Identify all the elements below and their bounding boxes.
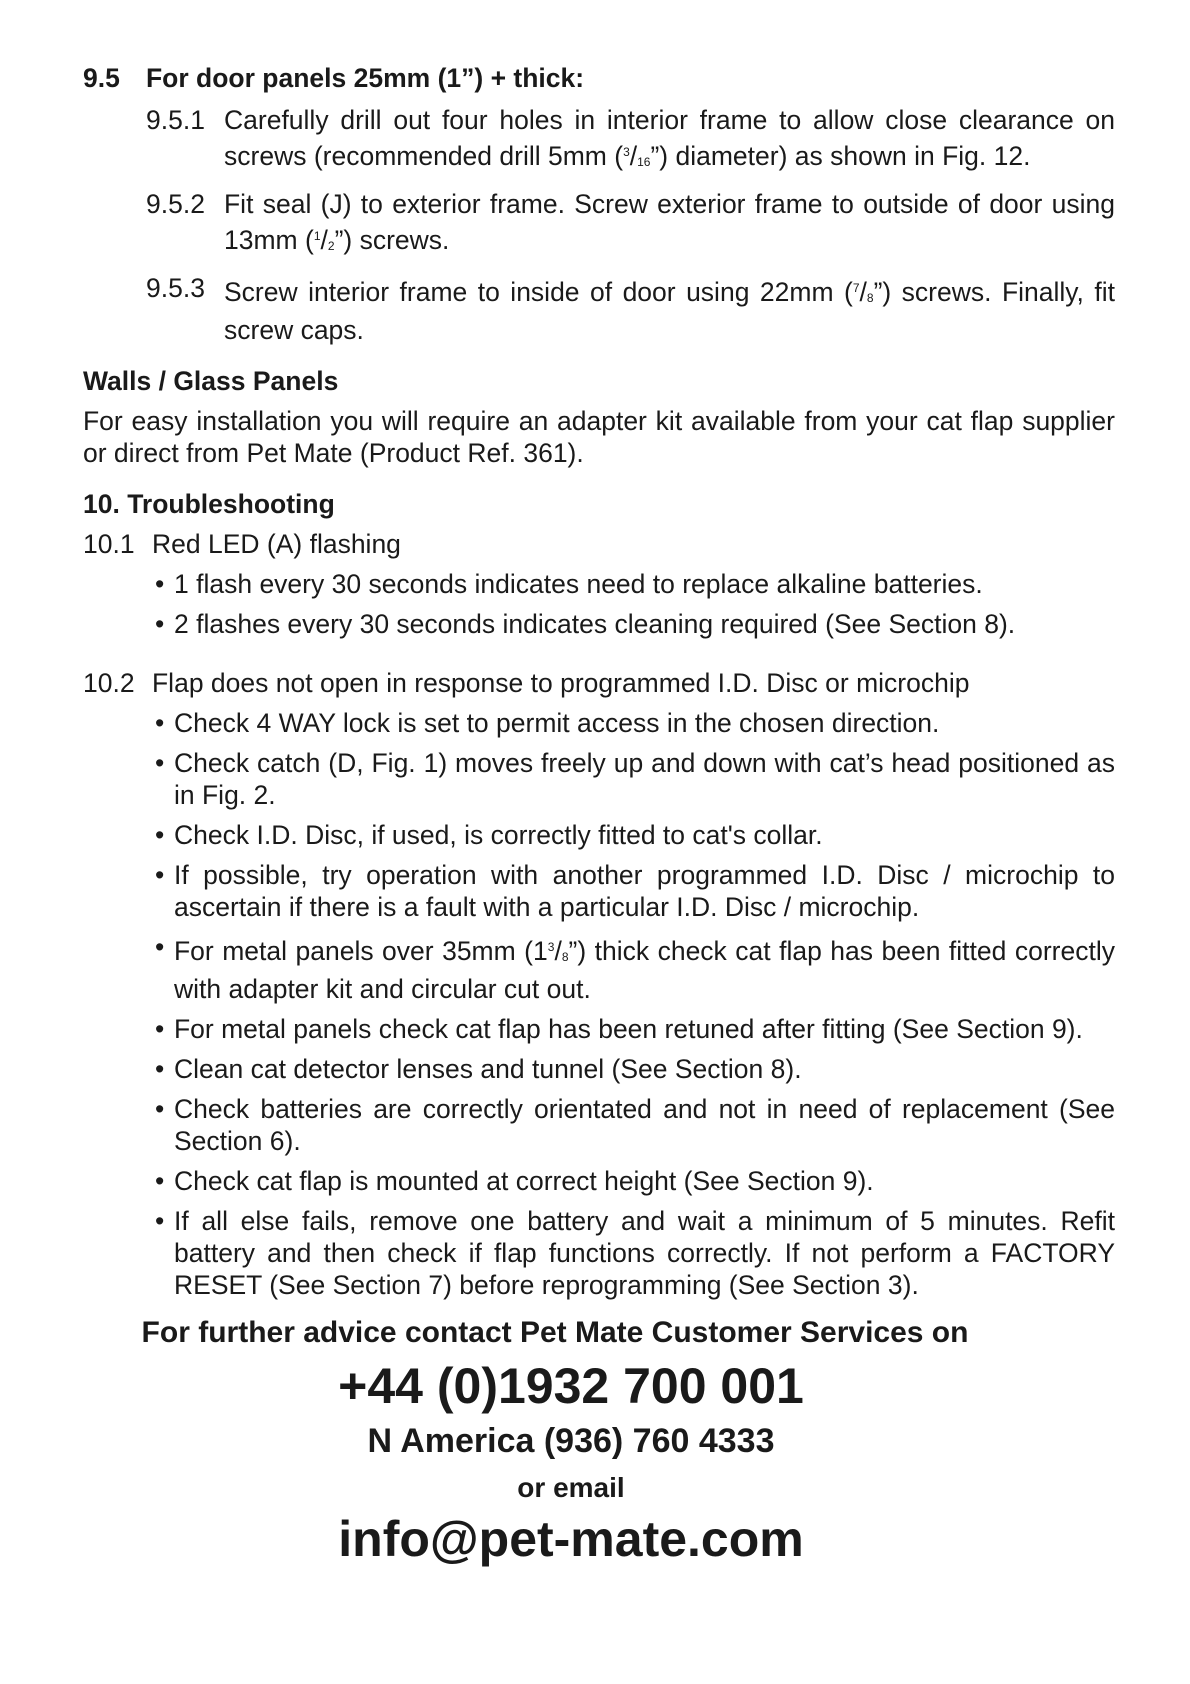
step-9-5-2 — [146, 188, 1115, 262]
item-10-1 — [83, 528, 1115, 560]
bullet-icon: • — [155, 707, 165, 738]
fraction-numerator: 3 — [623, 145, 630, 159]
section-9-5-heading — [83, 62, 1115, 94]
fraction-slash: / — [629, 141, 638, 171]
item-title: Red LED (A) flashing — [152, 529, 401, 559]
bullet-icon: • — [155, 1013, 165, 1044]
bullet-list-10-1 — [152, 568, 1115, 640]
list-item: • Check batteries are correctly orientated and not in need of replacement (See Section 6). — [152, 1093, 1115, 1157]
bullet-icon: • — [155, 1053, 165, 1084]
troubleshooting-heading: 10. Troubleshooting — [83, 489, 335, 519]
step-number: 9.5.3 — [146, 273, 205, 303]
step-number: 9.5.1 — [146, 105, 205, 135]
item-title: Flap does not open in response to programmed I.D. Disc or microchip — [152, 667, 970, 698]
fraction-numerator: 7 — [852, 281, 860, 295]
fraction-numerator: 3 — [547, 939, 555, 954]
step-text: Fit seal (J) to exterior frame. Screw exterior frame to outside of door using 13mm ($^1$/2”) screws. — [224, 189, 1115, 255]
contact-phone-uk: +44 (0)1932 700 001 — [338, 1358, 804, 1414]
fraction-denominator: 8 — [561, 949, 569, 964]
bullet-icon: • — [155, 609, 165, 639]
step-text: Carefully drill out four holes in interior frame to allow close clearance on screws (recommended drill 5mm ($^3$/16”) diameter) as shown in Fig. 12. — [224, 105, 1115, 171]
fraction-slash: / — [859, 277, 867, 307]
fraction-denominator: 16 — [637, 155, 651, 169]
list-item: • 1 flash every 30 seconds indicates need to replace alkaline batteries. — [152, 568, 1115, 600]
fraction-denominator: 8 — [866, 291, 874, 305]
list-item: • If all else fails, remove one battery and wait a minimum of 5 minutes. Refit battery and then check if flap functions correctly. If not perform a FACTORY RESET (See Section 7) before reprogramming (See Section 3). — [152, 1205, 1115, 1301]
bullet-icon: • — [155, 569, 165, 599]
bullet-icon: • — [155, 819, 165, 850]
step-number: 9.5.2 — [146, 189, 205, 219]
list-item: • Check cat flap is mounted at correct height (See Section 9). — [152, 1165, 1115, 1197]
item-10-2 — [83, 667, 1115, 699]
list-item: • Clean cat detector lenses and tunnel (See Section 8). — [152, 1053, 1115, 1085]
list-item: • For metal panels over 35mm $(1^3/8”)$ thick check cat flap has been fitted correctly with adapter kit and circular cut out. — [152, 931, 1115, 1005]
list-item: • 2 flashes every 30 seconds indicates cleaning required (See Section 8). — [152, 608, 1115, 640]
walls-heading: Walls / Glass Panels — [83, 366, 339, 396]
bullet-icon: • — [155, 1205, 165, 1236]
bullet-icon: • — [155, 747, 165, 778]
step-9-5-1 — [146, 104, 1115, 178]
fraction-denominator: 2 — [327, 239, 335, 253]
bullet-icon: • — [155, 859, 165, 890]
step-9-5-3 — [146, 272, 1115, 346]
list-item: • For metal panels check cat flap has been retuned after fitting (See Section 9). — [152, 1013, 1115, 1045]
contact-email: info@pet-mate.com — [338, 1511, 804, 1567]
bullet-list-10-2 — [152, 707, 1115, 1301]
walls-text: For easy installation you will require an adapter kit available from your cat flap supplier or direct from Pet Mate (Product Ref. 361). — [83, 406, 1115, 468]
manual-page — [83, 62, 1115, 1327]
fraction-numerator: 1 — [313, 229, 321, 243]
list-item: • Check I.D. Disc, if used, is correctly fitted to cat's collar. — [152, 819, 1115, 851]
section-title: For door panels 25mm (1”) + thick: — [146, 63, 585, 93]
bullet-icon: • — [155, 931, 165, 962]
list-item: • Check 4 WAY lock is set to permit access in the chosen direction. — [152, 707, 1115, 739]
list-item: • Check catch (D, Fig. 1) moves freely up and down with cat’s head positioned as in Fig. 2. — [152, 747, 1115, 811]
bullet-icon: • — [155, 1165, 165, 1196]
section-number: 9.5 — [83, 63, 120, 93]
fraction-slash: / — [320, 225, 328, 255]
contact-or-email: or email — [517, 1472, 625, 1503]
item-number: 10.1 — [83, 529, 135, 559]
list-item: • If possible, try operation with another programmed I.D. Disc / microchip to ascertain if there is a fault with a particular I.D. Disc / microchip. — [152, 859, 1115, 923]
item-number: 10.2 — [83, 667, 135, 698]
fraction-slash: / — [554, 935, 562, 966]
contact-phone-na: N America (936) 760 4333 — [367, 1422, 775, 1460]
bullet-icon: • — [155, 1093, 165, 1124]
step-text: Screw interior frame to inside of door using 22mm ($^7$/8”) screws. Finally, fit screw caps. — [224, 277, 1115, 345]
contact-intro: For further advice contact Pet Mate Customer Services on — [141, 1316, 969, 1349]
